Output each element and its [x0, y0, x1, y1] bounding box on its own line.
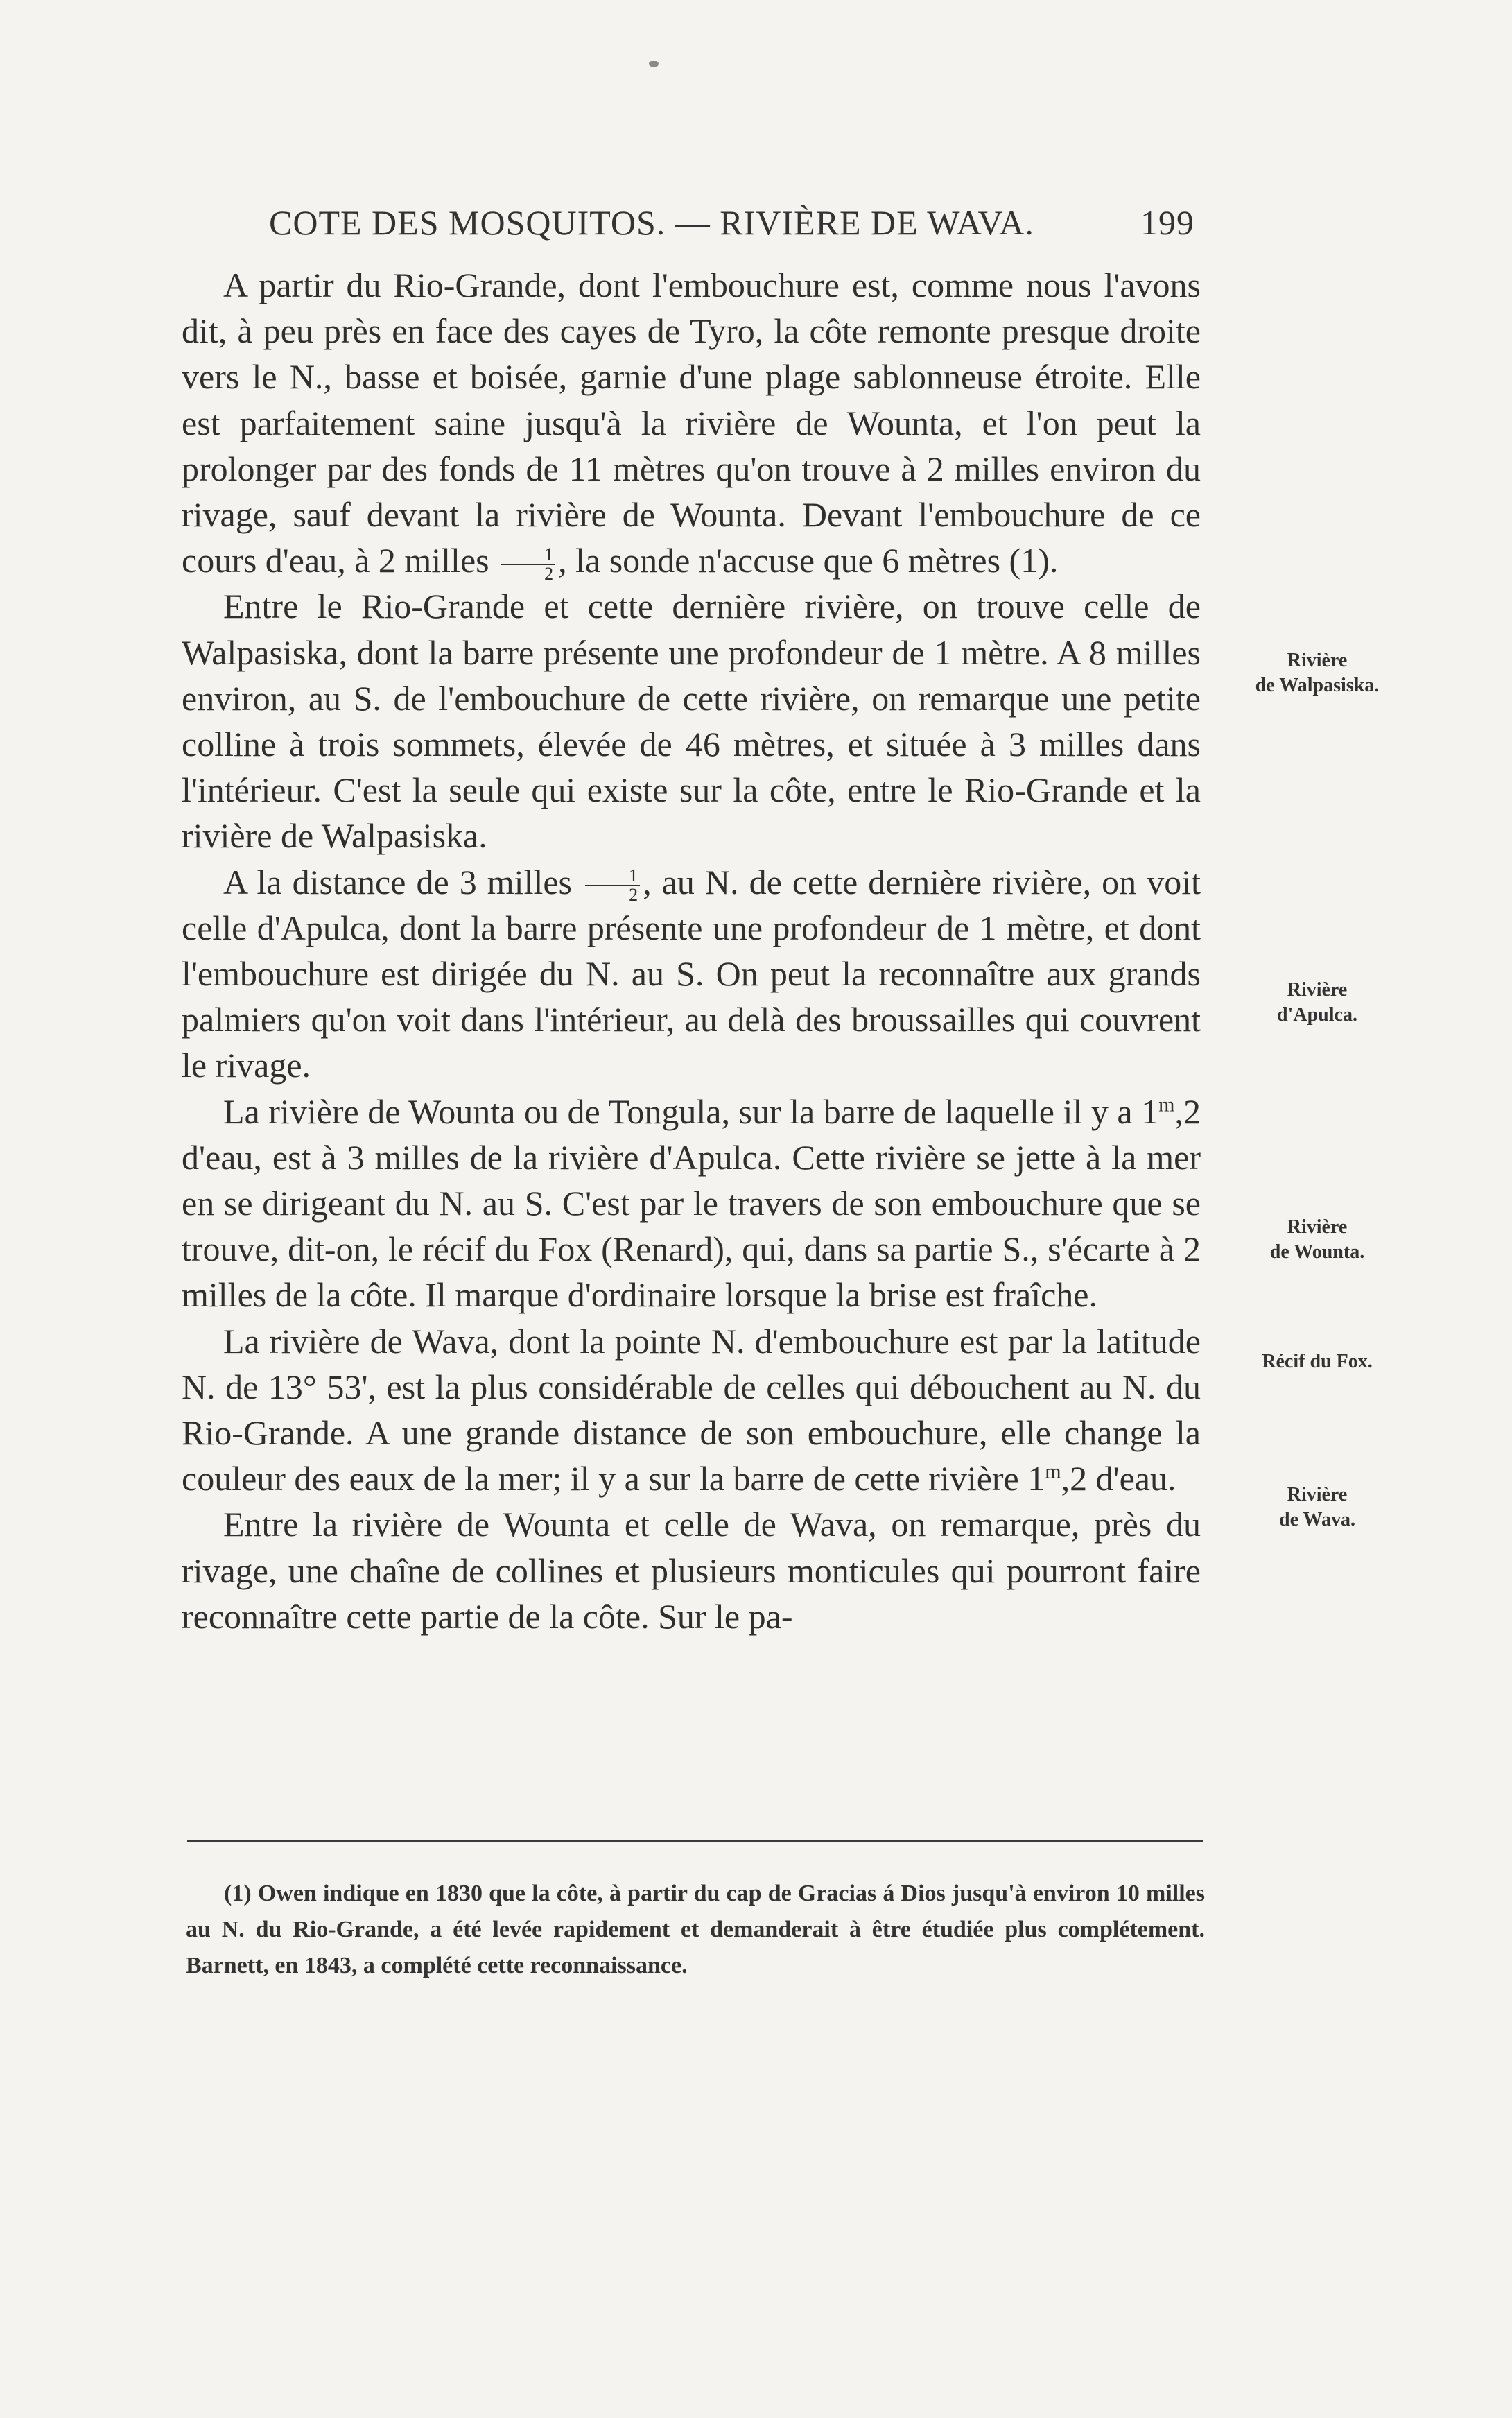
ink-speck — [649, 61, 659, 67]
paragraph-4-text-a: La rivière de Wounta ou de Tongula, sur la barre de laquelle il y a 1 — [223, 1091, 1159, 1131]
paragraph-6: Entre la rivière de Wounta et celle de Wava, on remarque, près du rivage, une chaîne de collines et plusieurs monticules qui pourront faire reconnaître cette partie de la côte. Sur le pa- — [182, 1505, 1201, 1636]
paragraph-3 — [182, 859, 1201, 1089]
margin-note-wounta: Rivière de Wounta. — [1269, 1216, 1365, 1263]
paragraph-3-text-b: , au N. de cette dernière rivière, on voit celle d'Apulca, dont la barre présente une profondeur de 1 mètre, et dont l'embouchure est dirigée du N. au S. On peut la reconnaître aux grands palmiers qu'on voit dans l'intérieur, au delà des broussailles qui couvrent le rivage. — [182, 862, 1201, 1085]
paragraph-5-text-b: ,2 d'eau. — [1061, 1459, 1176, 1499]
fraction-half: $\frac{1}{2}$ — [501, 546, 555, 583]
paragraph-1-text-b: , la sonde n'accuse que 6 mètres (1). — [558, 541, 1059, 580]
margin-note-walpasiska: Rivière de Walpasiska. — [1255, 650, 1380, 696]
page-number: 199 — [1140, 203, 1194, 242]
paragraph-4 — [182, 1089, 1201, 1318]
superscript-m: m — [1158, 1093, 1175, 1116]
paragraph-5 — [182, 1318, 1201, 1502]
footnote — [186, 1876, 1205, 1984]
paragraph-1-text-a: A partir du Rio-Grande, dont l'embouchure est, comme nous l'avons dit, à peu près en face des cayes de Tyro, la côte remonte presque droite vers le N., basse et boisée, garnie d'une plage sablonneuse étroite. Elle est parfaitement saine jusqu'à la rivière de Wounta, et l'on peut la prolonger par des fonds de 11 mètres qu'on trouve à 2 milles environ du rivage, sauf devant la rivière de Wounta. Devant l'embouchure de ce cours d'eau, à 2 milles — [182, 266, 1201, 580]
fraction-half: $\frac{1}{2}$ — [585, 867, 640, 904]
footnote-divider — [187, 1840, 1203, 1842]
margin-note-fox: Récif du Fox. — [1262, 1351, 1373, 1372]
margin-note-wava: Rivière de Wava. — [1279, 1484, 1355, 1530]
running-header — [269, 202, 1194, 243]
main-text — [182, 262, 1201, 1639]
margin-note-apulca: Rivière d'Apulca. — [1277, 979, 1357, 1026]
footnote-text: (1) Owen indique en 1830 que la côte, à partir du cap de Gracias á Dios jusqu'à environ 10 milles au N. du Rio-Grande, a été levée rapidement et demanderait à être étudiée plus complétement. Barnett, en 1843, a complété cette reconnaissance. — [186, 1881, 1205, 1978]
header-title: COTE DES MOSQUITOS. — RIVIÈRE DE WAVA. — [269, 203, 1034, 242]
paragraph-1 — [182, 262, 1201, 583]
paragraph-5-text-a: La rivière de Wava, dont la pointe N. d'embouchure est par la latitude N. de 13° 53', est la plus considérable de celles qui débouchent au N. du Rio-Grande. A une grande distance de son embouchure, elle change la couleur des eaux de la mer; il y a sur la barre de cette rivière 1 — [182, 1321, 1201, 1499]
paragraph-4-text-b: ,2 d'eau, est à 3 milles de la rivière d'Apulca. Cette rivière se jette à la mer en se dirigeant du N. au S. C'est par le travers de son embouchure que se trouve, dit-on, le récif du Fox (Renard), qui, dans sa partie S., s'écarte à 2 milles de la côte. Il marque d'ordinaire lorsque la brise est fraîche. — [182, 1091, 1201, 1315]
superscript-m: m — [1045, 1460, 1061, 1483]
paragraph-2: Entre le Rio-Grande et cette dernière rivière, on trouve celle de Walpasiska, dont la barre présente une profondeur de 1 mètre. A 8 milles environ, au S. de l'embouchure de cette rivière, on remarque une petite colline à trois sommets, élevée de 46 mètres, et située à 3 milles dans l'intérieur. C'est la seule qui existe sur la côte, entre le Rio-Grande et la rivière de Walpasiska. — [182, 587, 1201, 856]
paragraph-3-text-a: A la distance de 3 milles — [223, 862, 573, 901]
